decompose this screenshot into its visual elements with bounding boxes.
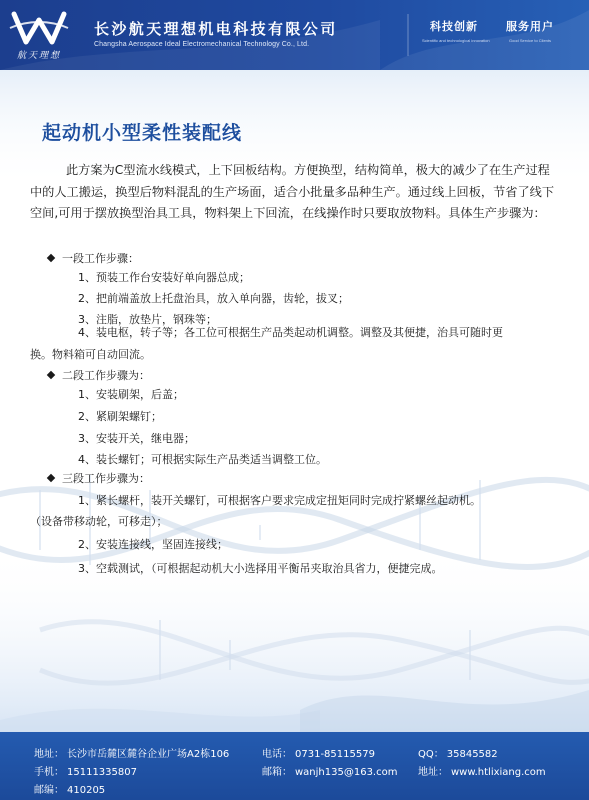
section-heading-label: 一段工作步骤：: [62, 252, 139, 265]
company-name-chinese: 长沙航天理想机电科技有限公司: [94, 20, 338, 38]
header-banner: [0, 0, 589, 70]
section-heading-stage-3: [48, 470, 150, 486]
slogan-innovation-en: Scientific and technological innovation: [422, 38, 490, 43]
footer-mobile: [34, 763, 137, 778]
slogan-innovation-cn: 科技创新: [430, 20, 478, 33]
step-item: 1、紧长螺杆，装开关螺钉，可根据客户要求完成定扭矩同时完成拧紧螺丝起动机。: [78, 494, 481, 507]
step-item: 4、装电枢，转子等；各工位可根据生产品类起动机调整。调整及其便捷，治具可随时更换。物料箱可自动回流。: [30, 326, 503, 361]
intro-paragraph: 此方案为C型流水线模式，上下回板结构。方便换型，结构简单，极大的减少了在生产过程中的人工搬运，换型后物料混乱的生产场面，适合小批量多品种生产。通过线上回板，节省了线下空间,可用于摆放换型治具工具，物料架上下回流，在线操作时只要取放物料。具体生产步骤为：: [30, 163, 555, 221]
slogan-service-cn: 服务用户: [506, 20, 554, 33]
footer-address-value: 长沙市岳麓区麓谷企业广场A2栋106: [67, 749, 230, 760]
footer-phone-label: 电话：: [262, 749, 292, 760]
footer-postcode: [34, 781, 105, 796]
slogan-service-en: Good Service to Clients: [508, 38, 552, 43]
footer-email-value: wanjh135@163.com: [295, 767, 398, 778]
step-item: 4、装长螺钉；可根据实际生产品类适当调整工位。: [78, 453, 327, 466]
footer-postcode-label: 邮编：: [34, 785, 64, 796]
footer-contact-bar: [0, 732, 589, 800]
step-item: 3、空载测试，（可根据起动机大小选择用平衡吊夹取治具省力，便捷完成。: [78, 562, 443, 575]
footer-website-value: www.htlixiang.com: [451, 767, 546, 778]
step-item: 1、预装工作台安装好单向器总成；: [78, 271, 250, 284]
slogan-innovation: [422, 18, 490, 43]
step-item: 3、注脂，放垫片，钢珠等；: [78, 313, 217, 326]
bullet-diamond-icon: [47, 254, 55, 262]
footer-phone: [262, 745, 375, 760]
page-title: 起动机小型柔性装配线: [42, 122, 243, 144]
step-item: 2、把前端盖放上托盘治具，放入单向器，齿轮，拔叉；: [78, 292, 349, 305]
section-heading-label: 三段工作步骤为：: [62, 472, 150, 485]
step-item: 2、安装连接线，坚固连接线；: [78, 538, 228, 551]
footer-website: [418, 763, 546, 778]
bullet-diamond-icon: [47, 371, 55, 379]
step-item: 3、安装开关，继电器；: [78, 432, 195, 445]
section-heading-stage-1: [48, 250, 139, 266]
company-name-english: Changsha Aerospace Ideal Electromechanical Technology Co., Ltd.: [94, 41, 310, 48]
footer-address-label: 地址：: [34, 749, 64, 760]
section-heading-label: 二段工作步骤为：: [62, 369, 150, 382]
section-heading-stage-2: [48, 367, 150, 383]
footer-qq-label: QQ：: [418, 749, 444, 760]
footer-postcode-value: 410205: [67, 785, 106, 796]
footer-email-label: 邮箱：: [262, 767, 292, 778]
footer-email: [262, 763, 397, 778]
footer-qq: [418, 745, 498, 760]
footer-phone-value: 0731-85115579: [295, 749, 375, 760]
step-item: 1、安装刷架，后盖；: [78, 388, 184, 401]
logo-caption: 航天理想: [16, 51, 61, 61]
logo-mark-icon: [8, 6, 70, 50]
footer-mobile-label: 手机：: [34, 767, 64, 778]
footer-mobile-value: 15111335807: [67, 767, 137, 778]
slogan-service: [498, 18, 562, 43]
step-item-continuation: （设备带移动轮，可移走）；: [30, 515, 168, 528]
footer-website-label: 地址：: [418, 767, 448, 778]
footer-qq-value: 35845582: [446, 749, 498, 760]
footer-address: [34, 745, 229, 760]
bullet-diamond-icon: [47, 474, 55, 482]
step-item: 2、紧刷架螺钉；: [78, 410, 162, 423]
